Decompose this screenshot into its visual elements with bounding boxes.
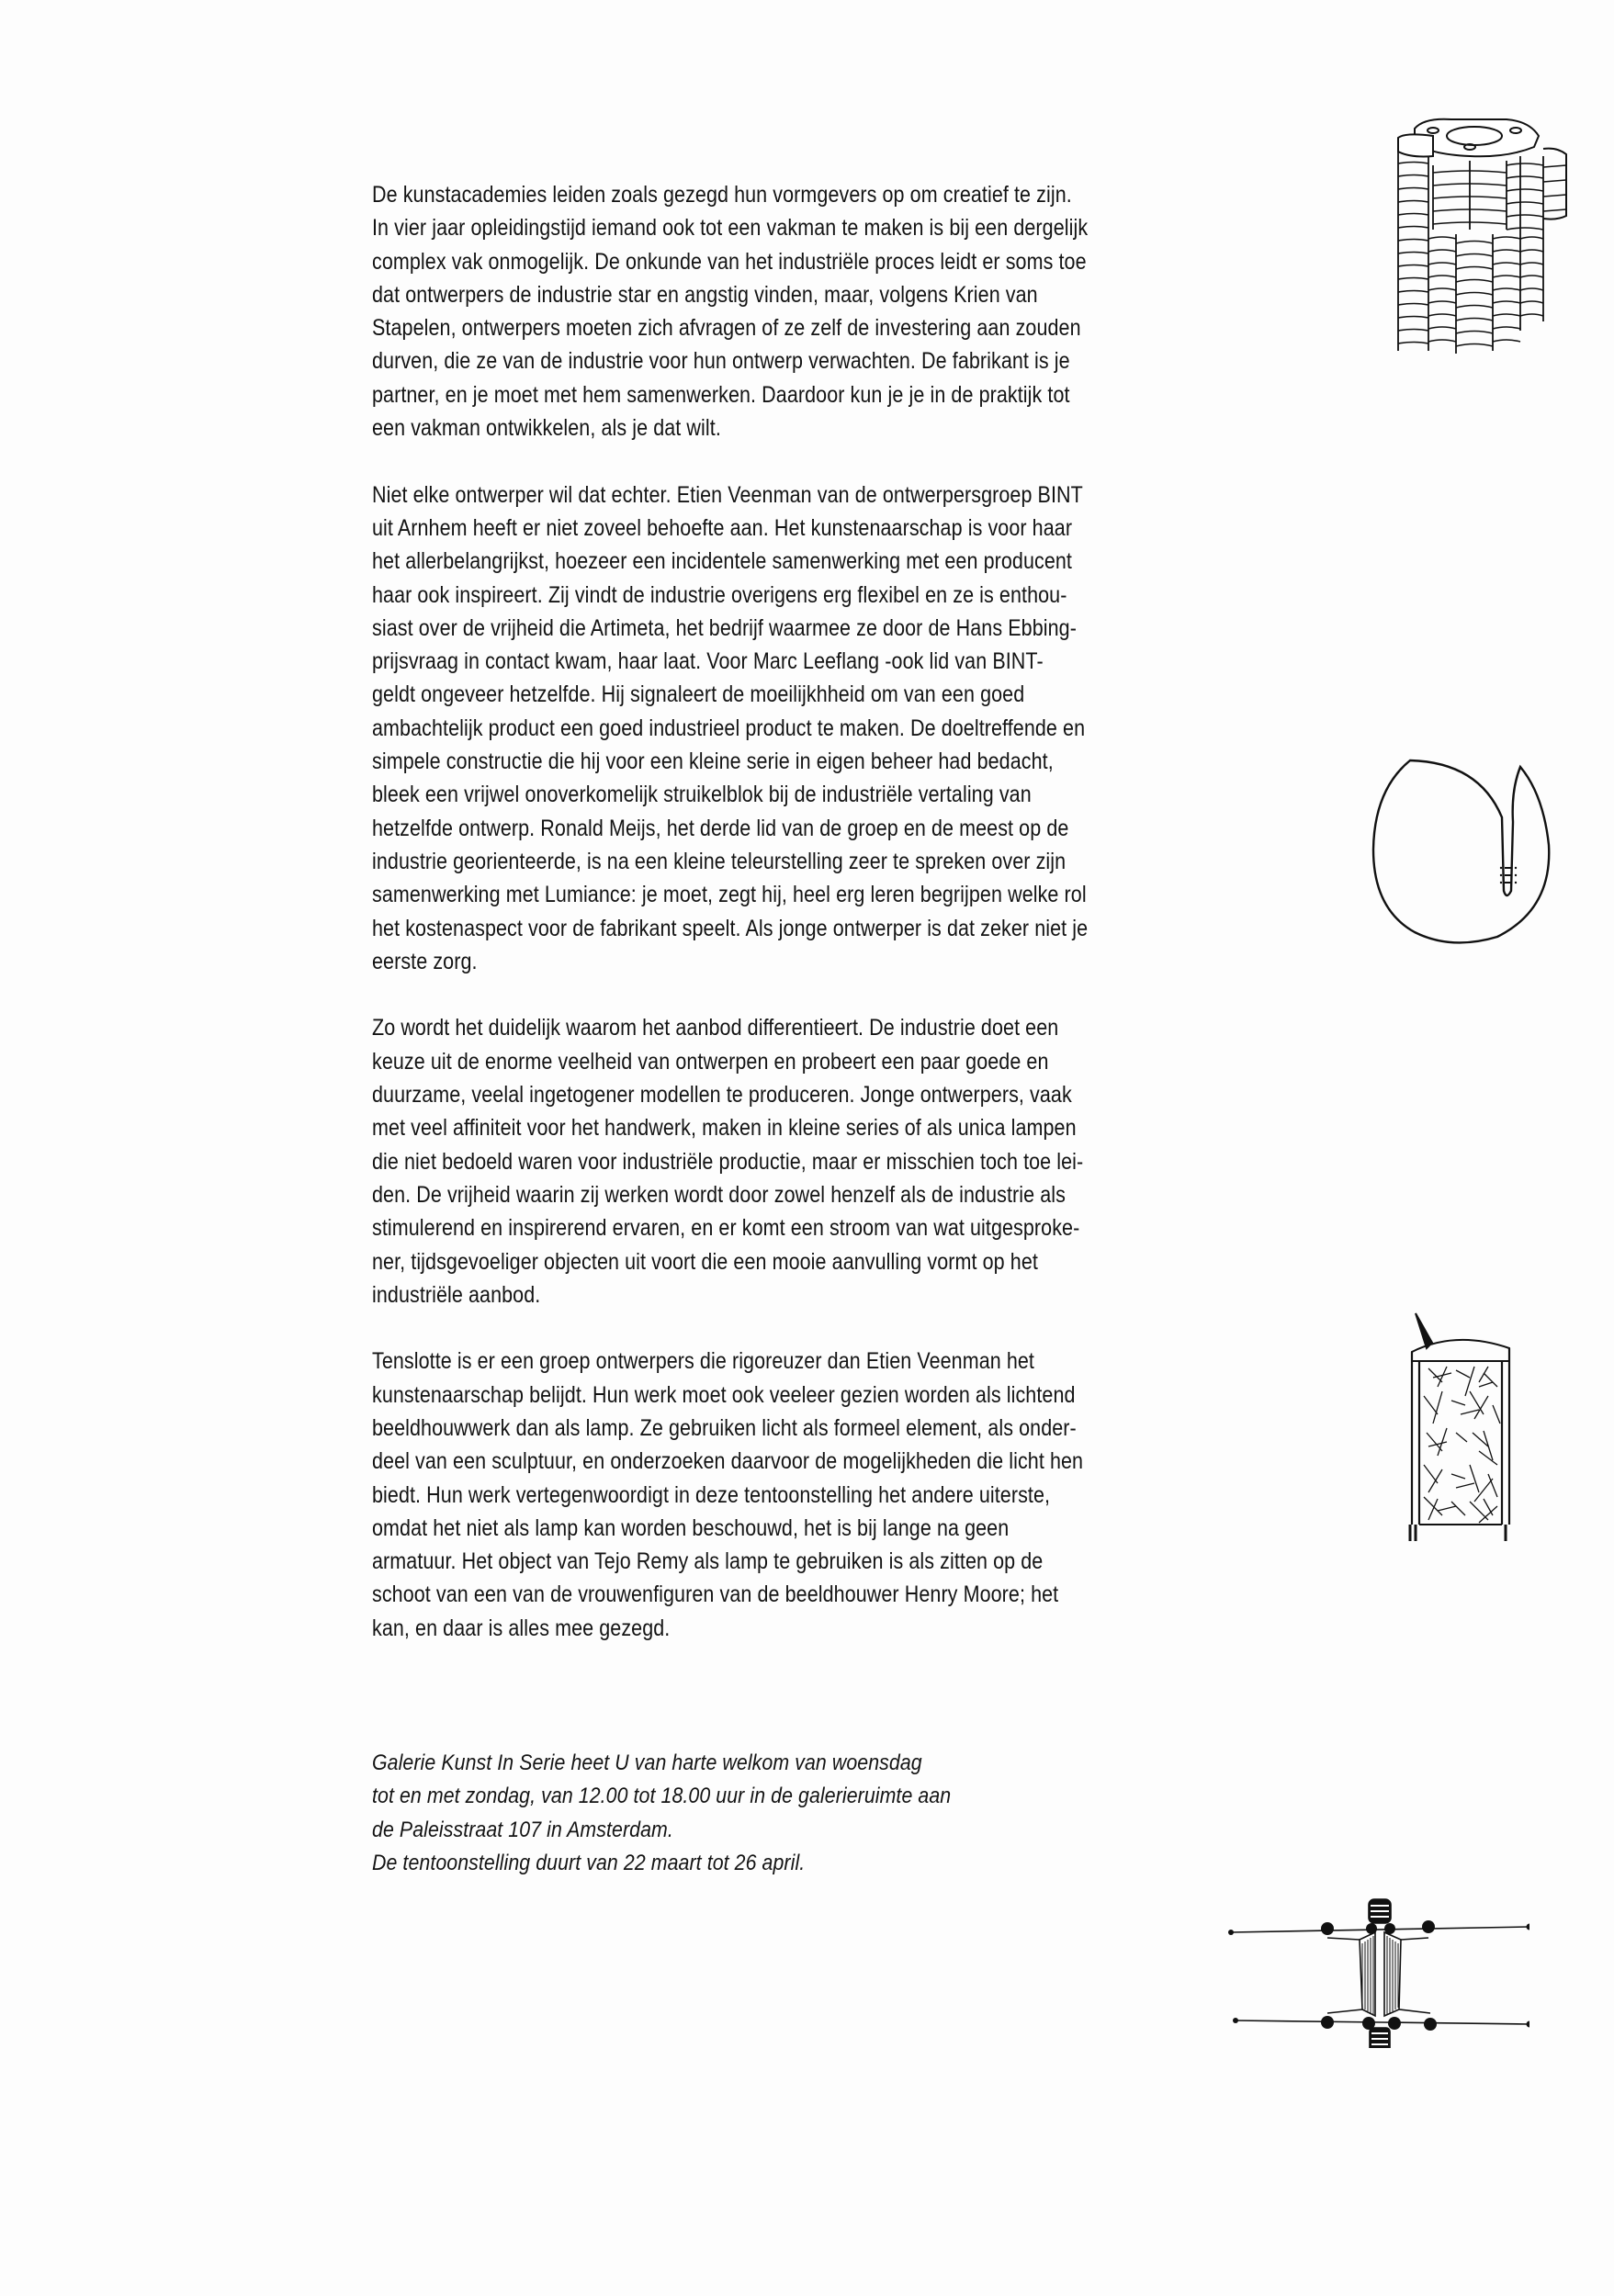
text-line: siast over de vrijheid die Artimeta, het bedrijf waarmee ze door de Hans Ebbing- bbox=[372, 614, 1077, 641]
text-line: bleek een vrijwel onoverkomelijk struikelblok bij de industriële vertaling van bbox=[372, 782, 1032, 808]
text-line: biedt. Hun werk vertegenwoordigt in deze tentoonstelling het andere uiterste, bbox=[372, 1481, 1051, 1508]
text-line: een vakman ontwikkelen, als je dat wilt. bbox=[372, 415, 721, 442]
text-line: deel van een sculptuur, en onderzoeken daarvoor de mogelijkheden die licht hen bbox=[372, 1448, 1084, 1475]
scribbled-panel-lamp-drawing bbox=[1401, 1295, 1520, 1543]
stacked-disc-lamp-drawing bbox=[1378, 110, 1571, 358]
text-line: de Paleisstraat 107 in Amsterdam. bbox=[372, 1817, 673, 1842]
paragraph-1 bbox=[372, 178, 1254, 445]
wire-spindle-lamp-drawing bbox=[1226, 1892, 1529, 2048]
text-line: het allerbelangrijkst, hoezeer een incidentele samenwerking met een producent bbox=[372, 548, 1072, 575]
text-line: tot en met zondag, van 12.00 tot 18.00 uur in de galerieruimte aan bbox=[372, 1784, 952, 1809]
text-line: schoot van een van de vrouwenfiguren van de beeldhouwer Henry Moore; het bbox=[372, 1581, 1059, 1608]
text-line: uit Arnhem heeft er niet zoveel behoefte aan. Het kunstenaarschap is voor haar bbox=[372, 514, 1073, 541]
text-line: Galerie Kunst In Serie heet U van harte welkom van woensdag bbox=[372, 1750, 922, 1775]
text-line: Stapelen, ontwerpers moeten zich afvragen of ze zelf de investering aan zouden bbox=[372, 315, 1081, 342]
text-line: met veel affiniteit voor het handwerk, maken in kleine series of als unica lampen bbox=[372, 1115, 1077, 1142]
text-line: prijsvraag in contact kwam, haar laat. Voor Marc Leeflang -ook lid van BINT- bbox=[372, 648, 1044, 675]
text-line: ner, tijdsgevoeliger objecten uit voort die een mooie aanvulling vormt op het bbox=[372, 1248, 1038, 1275]
text-line: Niet elke ontwerper wil dat echter. Etien Veenman van de ontwerpersgroep BINT bbox=[372, 481, 1083, 508]
curled-leaf-lamp-drawing bbox=[1369, 753, 1552, 946]
text-line: den. De vrijheid waarin zij werken wordt door zowel henzelf als de industrie als bbox=[372, 1181, 1066, 1208]
paragraph-3 bbox=[372, 1011, 1254, 1311]
text-line: eerste zorg. bbox=[372, 948, 478, 974]
text-line: armatuur. Het object van Tejo Remy als lamp te gebruiken is als zitten op de bbox=[372, 1548, 1044, 1575]
text-line: partner, en je moet met hem samenwerken. Daardoor kun je je in de praktijk tot bbox=[372, 381, 1070, 408]
text-line: industrie georienteerde, is na een kleine teleurstelling zeer te spreken over zijn bbox=[372, 848, 1067, 874]
text-line: geldt ongeveer hetzelfde. Hij signaleert de moeilijkhheid om van een goed bbox=[372, 681, 1025, 708]
text-line: het kostenaspect voor de fabrikant speelt. Als jonge ontwerper is dat zeker niet je bbox=[372, 915, 1089, 941]
text-line: omdat het niet als lamp kan worden beschouwd, het is bij lange na geen bbox=[372, 1514, 1010, 1541]
text-line: stimulerend en inspirerend ervaren, en er komt een stroom van wat uitgesproke- bbox=[372, 1215, 1080, 1242]
text-line: complex vak onmogelijk. De onkunde van het industriële proces leidt er soms toe bbox=[372, 248, 1087, 275]
text-line: keuze uit de enorme veelheid van ontwerpen en probeert een paar goede en bbox=[372, 1048, 1049, 1075]
paragraph-4 bbox=[372, 1345, 1254, 1645]
paragraph-2 bbox=[372, 478, 1254, 978]
text-line: De tentoonstelling duurt van 22 maart tot 26 april. bbox=[372, 1850, 806, 1875]
text-line: Tenslotte is er een groep ontwerpers die rigoreuzer dan Etien Veenman het bbox=[372, 1348, 1035, 1375]
text-line: durven, die ze van de industrie voor hun ontwerp verwachten. De fabrikant is je bbox=[372, 348, 1070, 375]
text-line: hetzelfde ontwerp. Ronald Meijs, het derde lid van de groep en de meest op de bbox=[372, 815, 1069, 841]
text-line: haar ook inspireert. Zij vindt de industrie overigens erg flexibel en ze is enthou- bbox=[372, 581, 1067, 608]
gallery-info bbox=[372, 1747, 1199, 1880]
text-line: ambachtelijk product een goed industrieel product te maken. De doeltreffende en bbox=[372, 715, 1086, 741]
text-line: industriële aanbod. bbox=[372, 1281, 541, 1308]
text-line: De kunstacademies leiden zoals gezegd hun vormgevers op om creatief te zijn. bbox=[372, 182, 1072, 208]
text-line: dat ontwerpers de industrie star en angstig vinden, maar, volgens Krien van bbox=[372, 281, 1038, 308]
text-line: samenwerking met Lumiance: je moet, zegt hij, heel erg leren begrijpen welke rol bbox=[372, 882, 1087, 908]
text-line: kan, en daar is alles mee gezegd. bbox=[372, 1615, 671, 1641]
text-line: die niet bedoeld waren voor industriële productie, maar er misschien toch toe lei- bbox=[372, 1148, 1084, 1175]
text-line: kunstenaarschap belijdt. Hun werk moet ook veeleer gezien worden als lichtend bbox=[372, 1381, 1076, 1408]
text-line: simpele constructie die hij voor een kleine serie in eigen beheer had bedacht, bbox=[372, 748, 1054, 775]
text-line: Zo wordt het duidelijk waarom het aanbod differentieert. De industrie doet een bbox=[372, 1015, 1059, 1041]
article-body bbox=[372, 178, 1254, 1678]
text-line: beeldhouwwerk dan als lamp. Ze gebruiken licht als formeel element, als onder- bbox=[372, 1414, 1077, 1441]
text-line: duurzame, veelal ingetogener modellen te produceren. Jonge ontwerpers, vaak bbox=[372, 1082, 1072, 1109]
text-line: In vier jaar opleidingstijd iemand ook tot een vakman te maken is bij een dergelijk bbox=[372, 215, 1089, 242]
